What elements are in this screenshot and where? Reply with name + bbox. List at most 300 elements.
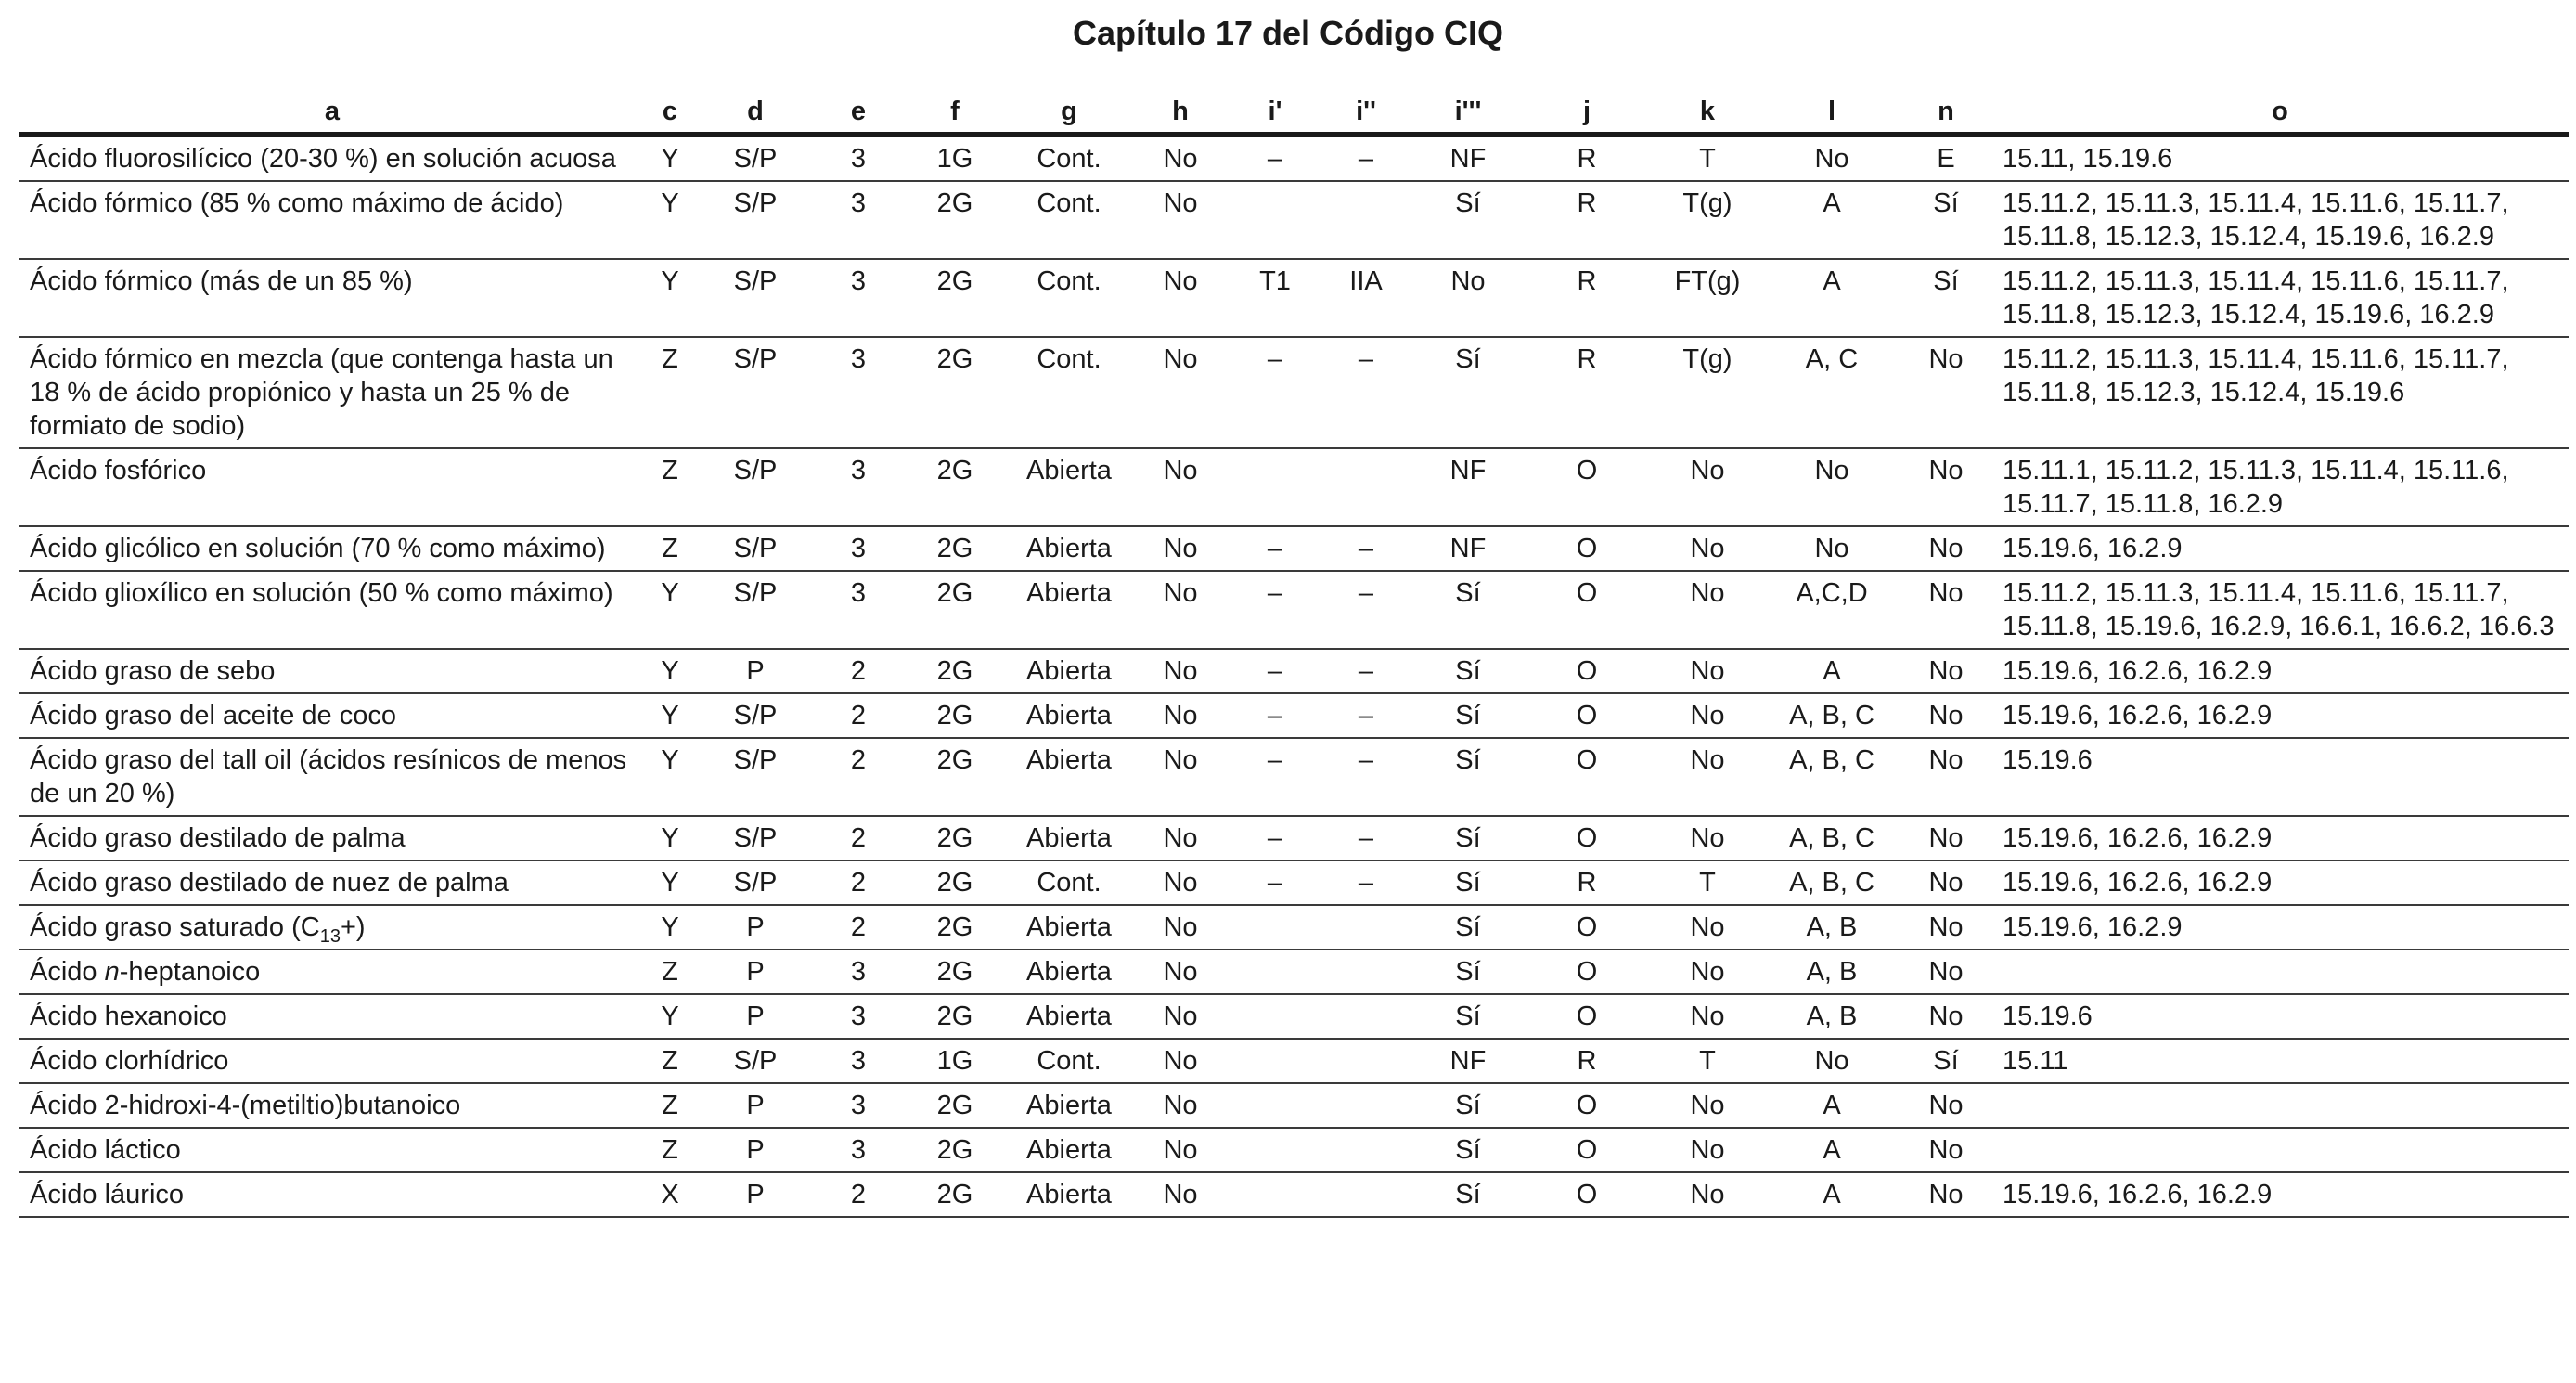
cell-d: S/P: [694, 526, 817, 571]
cell-e: 3: [817, 1039, 900, 1083]
cell-o: 15.19.6: [1991, 994, 2569, 1039]
column-header-a: a: [19, 91, 646, 135]
product-name-italic: n: [104, 957, 120, 987]
cell-o: 15.19.6, 16.2.6, 16.2.9: [1991, 816, 2569, 860]
cell-k: T(g): [1652, 337, 1763, 448]
cell-g: Cont.: [1010, 1039, 1128, 1083]
cell-i3: Sí: [1414, 816, 1522, 860]
cell-j: O: [1522, 1128, 1652, 1172]
cell-j: O: [1522, 950, 1652, 994]
cell-product-name: Ácido glicólico en solución (70 % como máximo): [19, 526, 646, 571]
cell-n: No: [1900, 448, 1991, 526]
cell-k: No: [1652, 905, 1763, 950]
cell-f: 2G: [900, 860, 1010, 905]
cell-i2: –: [1318, 337, 1414, 448]
cell-h: No: [1128, 693, 1232, 738]
cell-g: Cont.: [1010, 337, 1128, 448]
cell-f: 2G: [900, 950, 1010, 994]
cell-g: Abierta: [1010, 994, 1128, 1039]
cell-i1: [1232, 181, 1318, 259]
cell-o: 15.19.6, 16.2.6, 16.2.9: [1991, 693, 2569, 738]
cell-g: Abierta: [1010, 950, 1128, 994]
cell-g: Abierta: [1010, 738, 1128, 816]
cell-n: No: [1900, 738, 1991, 816]
cell-i2: –: [1318, 860, 1414, 905]
cell-d: P: [694, 905, 817, 950]
cell-f: 2G: [900, 1172, 1010, 1217]
cell-product-name: Ácido hexanoico: [19, 994, 646, 1039]
cell-h: No: [1128, 526, 1232, 571]
cell-h: No: [1128, 1128, 1232, 1172]
cell-f: 2G: [900, 571, 1010, 649]
cell-l: A, B, C: [1763, 816, 1900, 860]
cell-product-name: [19, 950, 646, 994]
table-row: [19, 649, 2569, 693]
cell-i3: Sí: [1414, 649, 1522, 693]
cell-l: A, B, C: [1763, 860, 1900, 905]
cell-k: No: [1652, 571, 1763, 649]
table-row: [19, 181, 2569, 259]
cell-f: 1G: [900, 135, 1010, 181]
cell-j: O: [1522, 526, 1652, 571]
table-row: [19, 337, 2569, 448]
table-row: [19, 994, 2569, 1039]
cell-d: P: [694, 950, 817, 994]
cell-i3: NF: [1414, 448, 1522, 526]
cell-g: Abierta: [1010, 448, 1128, 526]
cell-g: Cont.: [1010, 259, 1128, 337]
cell-l: A: [1763, 1128, 1900, 1172]
cell-product-name: Ácido glioxílico en solución (50 % como máximo): [19, 571, 646, 649]
table-row: [19, 526, 2569, 571]
table-row: [19, 860, 2569, 905]
cell-i3: Sí: [1414, 738, 1522, 816]
cell-g: Abierta: [1010, 526, 1128, 571]
cell-o: 15.19.6: [1991, 738, 2569, 816]
cell-c: Z: [646, 448, 694, 526]
cell-j: O: [1522, 816, 1652, 860]
cell-o: [1991, 1083, 2569, 1128]
cell-c: Y: [646, 994, 694, 1039]
cell-d: S/P: [694, 337, 817, 448]
cell-i3: Sí: [1414, 950, 1522, 994]
cell-i1: –: [1232, 816, 1318, 860]
cell-i2: [1318, 181, 1414, 259]
cell-i3: NF: [1414, 1039, 1522, 1083]
column-header-f: f: [900, 91, 1010, 135]
cell-i2: –: [1318, 738, 1414, 816]
table-row: [19, 1039, 2569, 1083]
cell-product-name: Ácido fórmico (85 % como máximo de ácido): [19, 181, 646, 259]
cell-product-name: Ácido fluorosilícico (20-30 %) en solución acuosa: [19, 135, 646, 181]
ciq-table: [19, 91, 2569, 1218]
cell-h: No: [1128, 259, 1232, 337]
table-row: [19, 905, 2569, 950]
product-name-part: Ácido graso saturado (C: [30, 912, 320, 942]
cell-d: S/P: [694, 448, 817, 526]
cell-n: No: [1900, 571, 1991, 649]
product-name-part: -heptanoico: [119, 957, 261, 987]
cell-j: R: [1522, 1039, 1652, 1083]
column-header-g: g: [1010, 91, 1128, 135]
cell-i3: Sí: [1414, 337, 1522, 448]
cell-i2: [1318, 950, 1414, 994]
cell-i2: –: [1318, 135, 1414, 181]
cell-product-name: Ácido clorhídrico: [19, 1039, 646, 1083]
cell-f: 2G: [900, 1083, 1010, 1128]
cell-h: No: [1128, 860, 1232, 905]
cell-f: 2G: [900, 1128, 1010, 1172]
cell-k: T: [1652, 860, 1763, 905]
cell-n: E: [1900, 135, 1991, 181]
cell-g: Cont.: [1010, 860, 1128, 905]
table-row: [19, 259, 2569, 337]
cell-i1: [1232, 905, 1318, 950]
product-name-part: Ácido: [30, 957, 105, 987]
cell-j: O: [1522, 693, 1652, 738]
cell-c: Y: [646, 905, 694, 950]
cell-h: No: [1128, 738, 1232, 816]
cell-i1: –: [1232, 571, 1318, 649]
cell-d: P: [694, 1083, 817, 1128]
cell-k: No: [1652, 738, 1763, 816]
cell-f: 2G: [900, 337, 1010, 448]
cell-i3: Sí: [1414, 994, 1522, 1039]
cell-l: A: [1763, 1172, 1900, 1217]
cell-i3: Sí: [1414, 571, 1522, 649]
cell-c: X: [646, 1172, 694, 1217]
cell-i2: –: [1318, 571, 1414, 649]
cell-i1: –: [1232, 526, 1318, 571]
cell-n: No: [1900, 1172, 1991, 1217]
table-row: [19, 571, 2569, 649]
table-row: [19, 1083, 2569, 1128]
cell-d: S/P: [694, 816, 817, 860]
cell-h: No: [1128, 181, 1232, 259]
cell-d: S/P: [694, 181, 817, 259]
cell-e: 2: [817, 905, 900, 950]
cell-i1: –: [1232, 135, 1318, 181]
cell-d: S/P: [694, 571, 817, 649]
cell-product-name: Ácido 2-hidroxi-4-(metiltio)butanoico: [19, 1083, 646, 1128]
table-row: [19, 950, 2569, 994]
cell-d: S/P: [694, 738, 817, 816]
cell-product-name: Ácido graso de sebo: [19, 649, 646, 693]
cell-i1: –: [1232, 738, 1318, 816]
cell-l: A, B, C: [1763, 693, 1900, 738]
cell-f: 2G: [900, 448, 1010, 526]
cell-k: No: [1652, 693, 1763, 738]
column-header-k: k: [1652, 91, 1763, 135]
cell-n: No: [1900, 816, 1991, 860]
cell-l: No: [1763, 135, 1900, 181]
cell-o: 15.11.2, 15.11.3, 15.11.4, 15.11.6, 15.11.7, 15.11.8, 15.12.3, 15.12.4, 15.19.6, 16.2.9: [1991, 259, 2569, 337]
cell-e: 3: [817, 259, 900, 337]
column-header-o: o: [1991, 91, 2569, 135]
cell-g: Abierta: [1010, 1128, 1128, 1172]
cell-f: 2G: [900, 994, 1010, 1039]
cell-i1: –: [1232, 693, 1318, 738]
cell-d: P: [694, 649, 817, 693]
cell-f: 2G: [900, 259, 1010, 337]
column-header-h: h: [1128, 91, 1232, 135]
cell-k: No: [1652, 649, 1763, 693]
cell-n: No: [1900, 1128, 1991, 1172]
cell-g: Cont.: [1010, 181, 1128, 259]
cell-c: Y: [646, 571, 694, 649]
table-row: [19, 135, 2569, 181]
cell-e: 2: [817, 693, 900, 738]
table-row: [19, 448, 2569, 526]
cell-h: No: [1128, 994, 1232, 1039]
cell-h: No: [1128, 1039, 1232, 1083]
cell-product-name: Ácido graso del tall oil (ácidos resínicos de menos de un 20 %): [19, 738, 646, 816]
cell-c: Z: [646, 1128, 694, 1172]
cell-l: No: [1763, 1039, 1900, 1083]
cell-c: Y: [646, 816, 694, 860]
cell-i3: Sí: [1414, 1083, 1522, 1128]
cell-i3: Sí: [1414, 693, 1522, 738]
cell-n: No: [1900, 693, 1991, 738]
cell-c: Z: [646, 950, 694, 994]
cell-i3: Sí: [1414, 181, 1522, 259]
cell-c: Y: [646, 259, 694, 337]
cell-d: S/P: [694, 135, 817, 181]
cell-j: O: [1522, 649, 1652, 693]
cell-g: Cont.: [1010, 135, 1128, 181]
cell-i1: [1232, 950, 1318, 994]
cell-f: 2G: [900, 649, 1010, 693]
cell-i2: –: [1318, 816, 1414, 860]
cell-j: R: [1522, 181, 1652, 259]
cell-i2: [1318, 1172, 1414, 1217]
cell-j: O: [1522, 1172, 1652, 1217]
cell-c: Y: [646, 738, 694, 816]
cell-e: 2: [817, 738, 900, 816]
cell-i2: [1318, 905, 1414, 950]
cell-k: No: [1652, 1128, 1763, 1172]
cell-c: Z: [646, 526, 694, 571]
cell-i2: –: [1318, 526, 1414, 571]
cell-d: S/P: [694, 860, 817, 905]
cell-product-name: Ácido fórmico en mezcla (que contenga hasta un 18 % de ácido propiónico y hasta un 25 % de formiato de sodio): [19, 337, 646, 448]
cell-j: R: [1522, 135, 1652, 181]
cell-f: 2G: [900, 181, 1010, 259]
cell-i1: –: [1232, 649, 1318, 693]
cell-n: No: [1900, 649, 1991, 693]
column-header-n: n: [1900, 91, 1991, 135]
cell-i2: IIA: [1318, 259, 1414, 337]
product-name-part: +): [340, 912, 366, 942]
cell-product-name: [19, 905, 646, 950]
cell-e: 3: [817, 994, 900, 1039]
cell-h: No: [1128, 905, 1232, 950]
cell-product-name: Ácido fórmico (más de un 85 %): [19, 259, 646, 337]
cell-c: Y: [646, 135, 694, 181]
cell-o: 15.19.6, 16.2.6, 16.2.9: [1991, 649, 2569, 693]
cell-o: 15.11.1, 15.11.2, 15.11.3, 15.11.4, 15.11.6, 15.11.7, 15.11.8, 16.2.9: [1991, 448, 2569, 526]
column-header-i2: i'': [1318, 91, 1414, 135]
cell-j: O: [1522, 1083, 1652, 1128]
cell-l: A: [1763, 1083, 1900, 1128]
cell-e: 3: [817, 1128, 900, 1172]
cell-l: A, B: [1763, 905, 1900, 950]
cell-o: [1991, 1128, 2569, 1172]
cell-i3: Sí: [1414, 1128, 1522, 1172]
cell-g: Abierta: [1010, 816, 1128, 860]
cell-o: 15.19.6, 16.2.6, 16.2.9: [1991, 1172, 2569, 1217]
cell-k: No: [1652, 1172, 1763, 1217]
cell-n: No: [1900, 526, 1991, 571]
cell-h: No: [1128, 1172, 1232, 1217]
column-header-l: l: [1763, 91, 1900, 135]
cell-c: Y: [646, 181, 694, 259]
table-row: [19, 1128, 2569, 1172]
cell-e: 3: [817, 337, 900, 448]
cell-j: O: [1522, 571, 1652, 649]
cell-o: 15.19.6, 16.2.6, 16.2.9: [1991, 860, 2569, 905]
cell-d: P: [694, 994, 817, 1039]
cell-g: Abierta: [1010, 905, 1128, 950]
cell-n: Sí: [1900, 181, 1991, 259]
cell-product-name: Ácido láurico: [19, 1172, 646, 1217]
cell-i2: [1318, 1083, 1414, 1128]
cell-e: 2: [817, 1172, 900, 1217]
cell-e: 3: [817, 950, 900, 994]
cell-e: 2: [817, 860, 900, 905]
cell-k: No: [1652, 1083, 1763, 1128]
cell-e: 3: [817, 135, 900, 181]
cell-d: S/P: [694, 693, 817, 738]
cell-i1: [1232, 1039, 1318, 1083]
cell-c: Z: [646, 337, 694, 448]
cell-g: Abierta: [1010, 571, 1128, 649]
cell-d: P: [694, 1172, 817, 1217]
cell-k: FT(g): [1652, 259, 1763, 337]
cell-k: T(g): [1652, 181, 1763, 259]
cell-i1: T1: [1232, 259, 1318, 337]
cell-product-name: Ácido graso destilado de nuez de palma: [19, 860, 646, 905]
cell-h: No: [1128, 816, 1232, 860]
cell-e: 3: [817, 571, 900, 649]
cell-i1: [1232, 1083, 1318, 1128]
table-row: [19, 738, 2569, 816]
cell-i3: No: [1414, 259, 1522, 337]
column-header-e: e: [817, 91, 900, 135]
cell-f: 2G: [900, 738, 1010, 816]
cell-l: No: [1763, 448, 1900, 526]
cell-k: No: [1652, 448, 1763, 526]
cell-product-name: Ácido graso destilado de palma: [19, 816, 646, 860]
cell-l: No: [1763, 526, 1900, 571]
cell-n: No: [1900, 950, 1991, 994]
cell-product-name: Ácido fosfórico: [19, 448, 646, 526]
column-header-c: c: [646, 91, 694, 135]
document-title: Capítulo 17 del Código CIQ: [1072, 14, 1503, 52]
cell-j: R: [1522, 259, 1652, 337]
cell-i1: [1232, 994, 1318, 1039]
cell-n: No: [1900, 1083, 1991, 1128]
cell-l: A: [1763, 649, 1900, 693]
cell-l: A: [1763, 259, 1900, 337]
cell-h: No: [1128, 1083, 1232, 1128]
cell-n: No: [1900, 860, 1991, 905]
cell-j: R: [1522, 860, 1652, 905]
cell-o: [1991, 950, 2569, 994]
cell-c: Y: [646, 649, 694, 693]
cell-l: A, B: [1763, 950, 1900, 994]
cell-i2: [1318, 448, 1414, 526]
cell-g: Abierta: [1010, 1172, 1128, 1217]
column-header-i1: i': [1232, 91, 1318, 135]
cell-n: No: [1900, 905, 1991, 950]
cell-product-name: Ácido láctico: [19, 1128, 646, 1172]
cell-k: No: [1652, 950, 1763, 994]
cell-c: Y: [646, 693, 694, 738]
cell-l: A,C,D: [1763, 571, 1900, 649]
cell-h: No: [1128, 337, 1232, 448]
cell-i1: –: [1232, 860, 1318, 905]
product-name-subscript: 13: [319, 925, 341, 947]
cell-h: No: [1128, 950, 1232, 994]
cell-h: No: [1128, 649, 1232, 693]
table-body: [19, 135, 2569, 1217]
cell-i2: [1318, 994, 1414, 1039]
cell-c: Y: [646, 860, 694, 905]
cell-o: 15.11.2, 15.11.3, 15.11.4, 15.11.6, 15.11.7, 15.11.8, 15.12.3, 15.12.4, 15.19.6: [1991, 337, 2569, 448]
cell-product-name: Ácido graso del aceite de coco: [19, 693, 646, 738]
cell-g: Abierta: [1010, 649, 1128, 693]
cell-k: T: [1652, 1039, 1763, 1083]
cell-k: No: [1652, 816, 1763, 860]
cell-j: O: [1522, 994, 1652, 1039]
cell-j: R: [1522, 337, 1652, 448]
cell-i3: Sí: [1414, 1172, 1522, 1217]
cell-l: A, C: [1763, 337, 1900, 448]
cell-j: O: [1522, 905, 1652, 950]
cell-h: No: [1128, 448, 1232, 526]
cell-f: 1G: [900, 1039, 1010, 1083]
cell-i3: NF: [1414, 135, 1522, 181]
cell-n: No: [1900, 994, 1991, 1039]
cell-e: 3: [817, 526, 900, 571]
cell-n: Sí: [1900, 1039, 1991, 1083]
cell-o: 15.11: [1991, 1039, 2569, 1083]
table-header-row: [19, 91, 2569, 135]
cell-f: 2G: [900, 905, 1010, 950]
cell-i2: [1318, 1128, 1414, 1172]
table-row: [19, 816, 2569, 860]
cell-i1: [1232, 1172, 1318, 1217]
cell-o: 15.19.6, 16.2.9: [1991, 526, 2569, 571]
cell-d: P: [694, 1128, 817, 1172]
cell-g: Abierta: [1010, 693, 1128, 738]
cell-n: No: [1900, 337, 1991, 448]
cell-e: 3: [817, 1083, 900, 1128]
cell-i1: [1232, 448, 1318, 526]
cell-e: 3: [817, 181, 900, 259]
cell-g: Abierta: [1010, 1083, 1128, 1128]
table-row: [19, 1172, 2569, 1217]
cell-k: T: [1652, 135, 1763, 181]
cell-f: 2G: [900, 816, 1010, 860]
cell-j: O: [1522, 738, 1652, 816]
cell-d: S/P: [694, 1039, 817, 1083]
cell-l: A, B, C: [1763, 738, 1900, 816]
cell-h: No: [1128, 571, 1232, 649]
column-header-d: d: [694, 91, 817, 135]
column-header-j: j: [1522, 91, 1652, 135]
